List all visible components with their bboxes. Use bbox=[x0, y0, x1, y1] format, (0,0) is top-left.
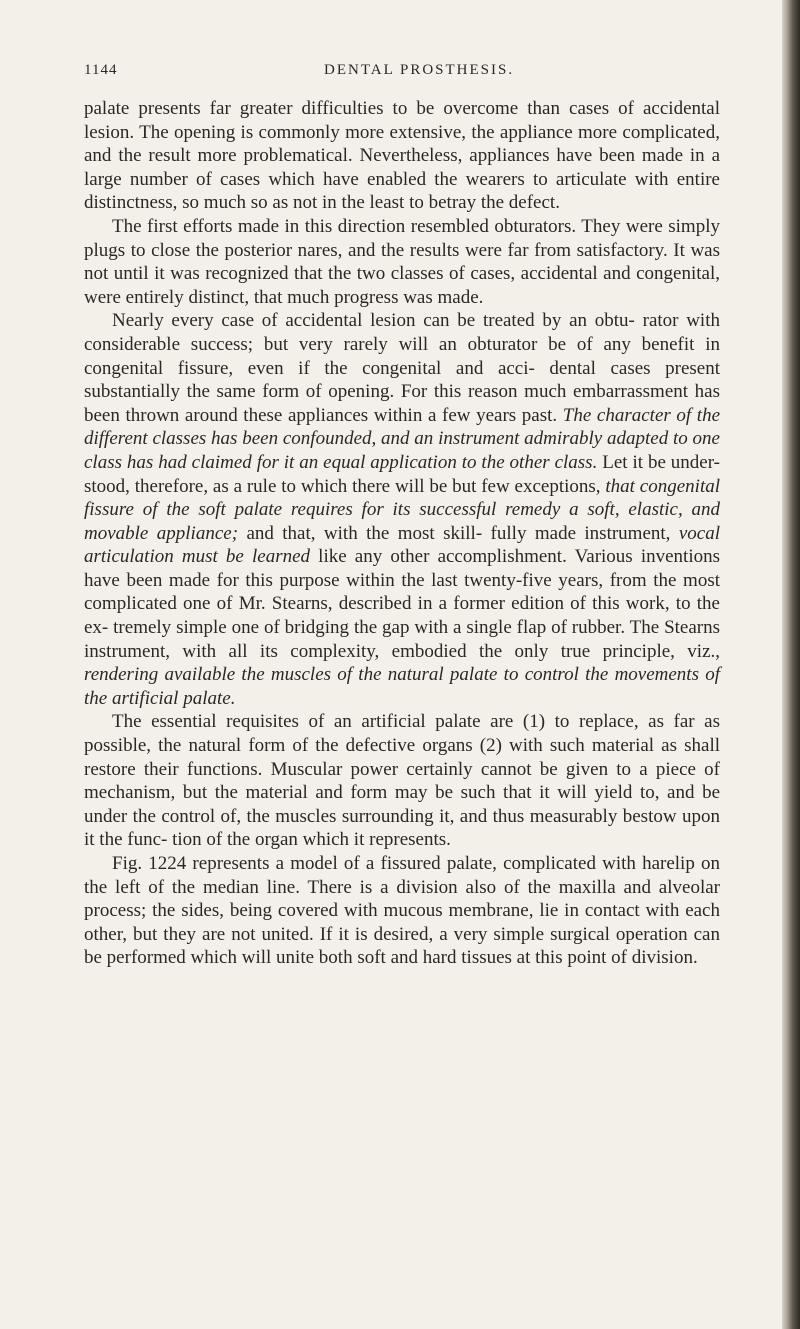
body-text bbox=[84, 97, 720, 970]
italic-run: The character of the different classes has been confounded, and an instrument admirably adapted to one class has had claimed for it an equal application to the other class. bbox=[84, 404, 721, 473]
paragraph bbox=[84, 309, 720, 710]
italic-run: that congenital fissure of the soft palate requires for its successful remedy a soft, elastic, and movable appliance; bbox=[84, 475, 721, 544]
running-title: DENTAL PROSTHESIS. bbox=[324, 62, 515, 78]
page-number: 1144 bbox=[84, 62, 118, 78]
paragraph bbox=[84, 710, 720, 852]
paragraph bbox=[84, 97, 720, 215]
paragraph bbox=[84, 852, 720, 970]
italic-run: vocal articulation must be learned bbox=[84, 522, 720, 568]
text-run: The essential requisites of an artificial palate are (1) to replace, as far as possible, the natural form of the defective organs (2) with such material as shall restore their functions. Muscular power certainly cannot be given to a piece of mechanism, but the material and form may be such that it will yield to, and be under the control of, the muscles surrounding it, and thus measurably bestow upon it the func- tion of the organ which it represents. bbox=[84, 711, 720, 851]
text-run: and that, with the most skill- fully made instrument, bbox=[238, 522, 679, 544]
text-run: like any other accomplishment. Various inventions have been made for this purpose within the last twenty-five years, from the most complicated one of Mr. Stearns, described in a former edition of this work, to the ex- tremely simple one of bridging the gap with a single flap of rubber. The Stearns instrument, with all its complexity, embodied the only true principle, viz., bbox=[84, 546, 720, 662]
text-run: palate presents far greater difficulties to be overcome than cases of accidental lesion. The opening is commonly more extensive, the appliance more complicated, and the result more problematical. Nevertheless, appliances have been made in a large number of cases which have enabled the wearers to articulate with entire distinctness, so much so as not in the least to betray the defect. bbox=[84, 98, 720, 214]
paragraph bbox=[84, 215, 720, 309]
text-run: Nearly every case of accidental lesion can be treated by an obtu- rator with considerable success; but very rarely will an obturator be of any benefit in congenital fissure, even if the congenital and acci- dental cases present substantially the same form of opening. For this reason much embarrassment has been thrown around these appliances within a few years past. bbox=[84, 310, 720, 426]
text-run: Let it be under- stood, therefore, as a rule to which there will be but few exceptions, bbox=[84, 451, 720, 497]
page-header bbox=[84, 62, 720, 88]
page-edge-shadow bbox=[782, 0, 800, 1329]
text-run: The first efforts made in this direction resembled obturators. They were simply plugs to close the posterior nares, and the results were far from satisfactory. It was not until it was recognized that the two classes of cases, accidental and congenital, were entirely distinct, that much progress was made. bbox=[84, 215, 720, 308]
text-run: Fig. 1224 represents a model of a fissured palate, complicated with harelip on the left of the median line. There is a division also of the maxilla and alveolar process; the sides, being covered with mucous membrane, lie in contact with each other, but they are not united. If it is desired, a very simple surgical operation can be performed which will unite both soft and hard tissues at this point of division. bbox=[84, 853, 720, 969]
italic-run: rendering available the muscles of the natural palate to control the movements of the artificial palate. bbox=[84, 664, 720, 709]
